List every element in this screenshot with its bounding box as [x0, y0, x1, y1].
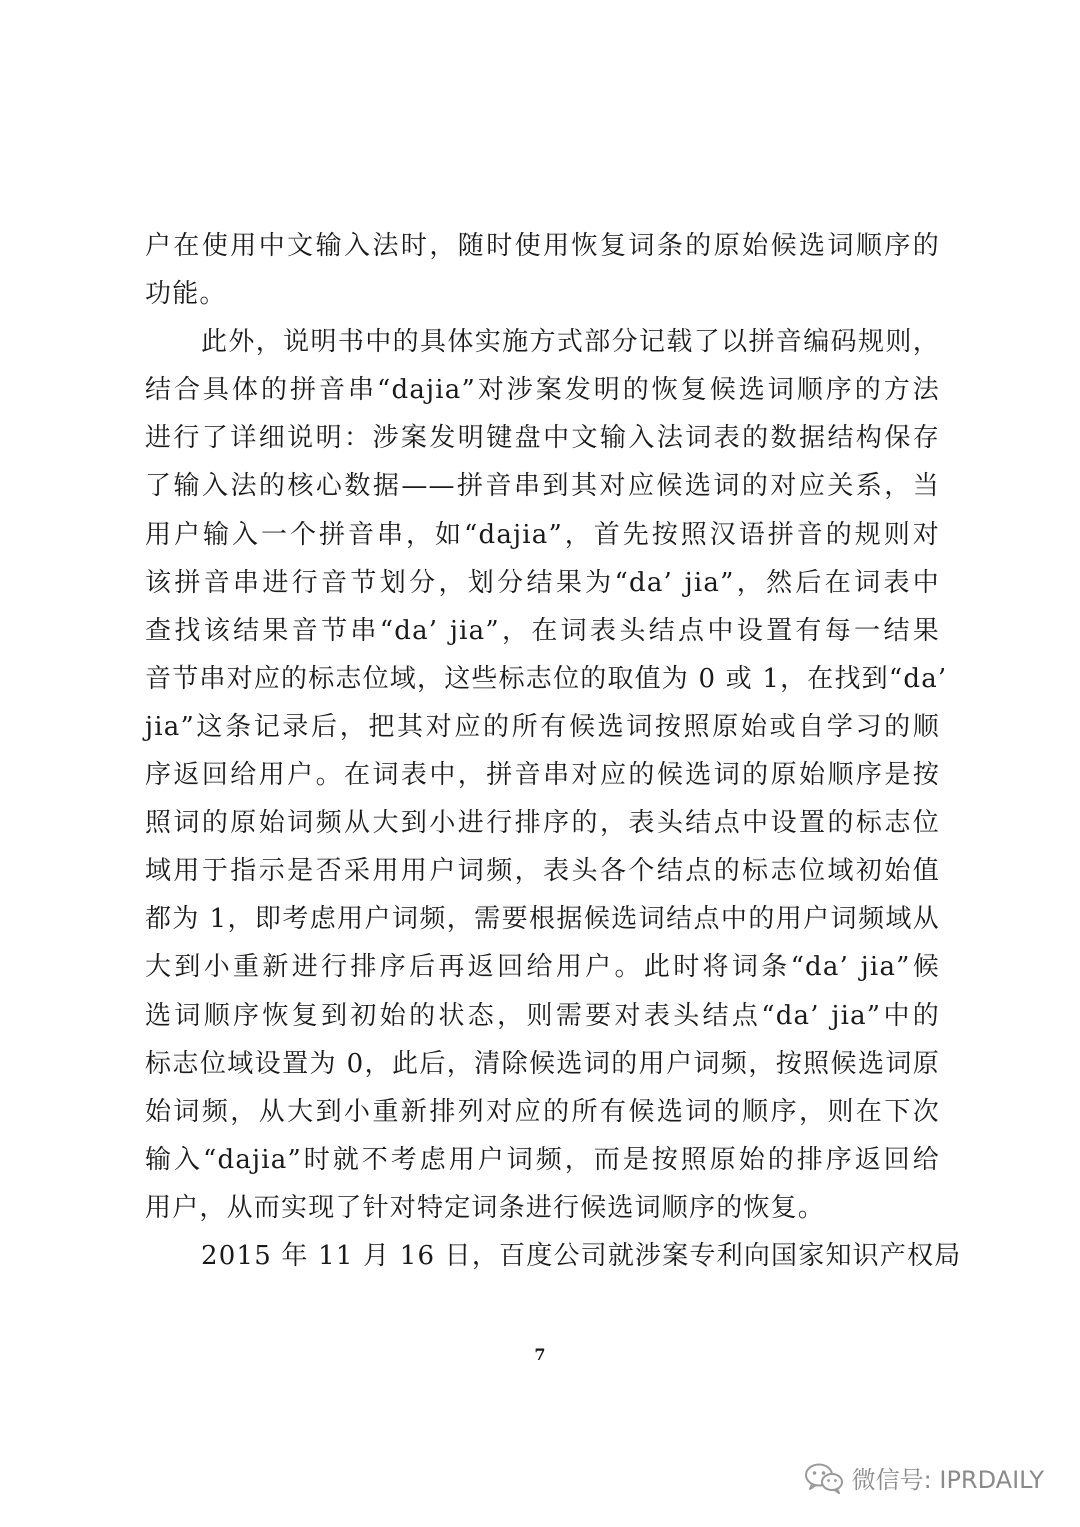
text-line: 该拼音串进行音节划分，划分结果为“da’ jia”，然后在词表中: [145, 567, 940, 598]
text-line: 标志位域设置为 0，此后，清除候选词的用户词频，按照候选词原: [145, 1048, 940, 1079]
text-line: 查找该结果音节串“da’ jia”，在词表头结点中设置有每一结果: [145, 615, 940, 646]
text-line: 进行了详细说明：涉案发明键盘中文输入法词表的数据结构保存: [145, 423, 940, 454]
text-line: 用户输入一个拼音串，如“dajia”，首先按照汉语拼音的规则对: [145, 519, 940, 550]
watermark-text: 微信号: IPRDAILY: [851, 1466, 1044, 1494]
wechat-watermark: [804, 1460, 1044, 1495]
text-line: 2015 年 11 月 16 日，百度公司就涉案专利向国家知识产权局: [201, 1240, 962, 1271]
text-line: 用户，从而实现了针对特定词条进行候选词顺序的恢复。: [145, 1192, 826, 1223]
page-number: 7: [534, 1345, 546, 1364]
body-text: [145, 222, 962, 1280]
text-line: 音节串对应的标志位域，这些标志位的取值为 0 或 1，在找到“da’: [145, 663, 948, 694]
text-line: 功能。: [145, 279, 227, 310]
text-line: jia”这条记录后，把其对应的所有候选词按照原始或自学习的顺: [145, 711, 940, 742]
text-line: 照词的原始词频从大到小进行排序的，表头结点中设置的标志位: [145, 808, 940, 839]
text-line: 始词频，从大到小重新排列对应的所有候选词的顺序，则在下次: [145, 1096, 940, 1127]
text-line: 输入“dajia”时就不考虑用户词频，而是按照原始的排序返回给: [145, 1144, 940, 1175]
wechat-icon: [804, 1462, 844, 1494]
text-line: 都为 1，即考虑用户词频，需要根据候选词结点中的用户词频域从: [145, 904, 940, 935]
text-line: 序返回给用户。在词表中，拼音串对应的候选词的原始顺序是按: [145, 760, 940, 791]
text-line: 了输入法的核心数据——拼音串到其对应候选词的对应关系，当: [145, 471, 940, 502]
text-line: 结合具体的拼音串“dajia”对涉案发明的恢复候选词顺序的方法: [145, 375, 940, 406]
text-line: 域用于指示是否采用用户词频，表头各个结点的标志位域初始值: [145, 856, 940, 887]
text-line: 选词顺序恢复到初始的状态，则需要对表头结点“da’ jia”中的: [145, 1000, 940, 1031]
text-line: 户在使用中文输入法时，随时使用恢复词条的原始候选词顺序的: [145, 231, 940, 261]
text-line: 此外，说明书中的具体实施方式部分记载了以拼音编码规则，: [201, 327, 940, 358]
text-line: 大到小重新进行排序后再返回给用户。此时将词条“da’ jia”候: [145, 952, 940, 983]
